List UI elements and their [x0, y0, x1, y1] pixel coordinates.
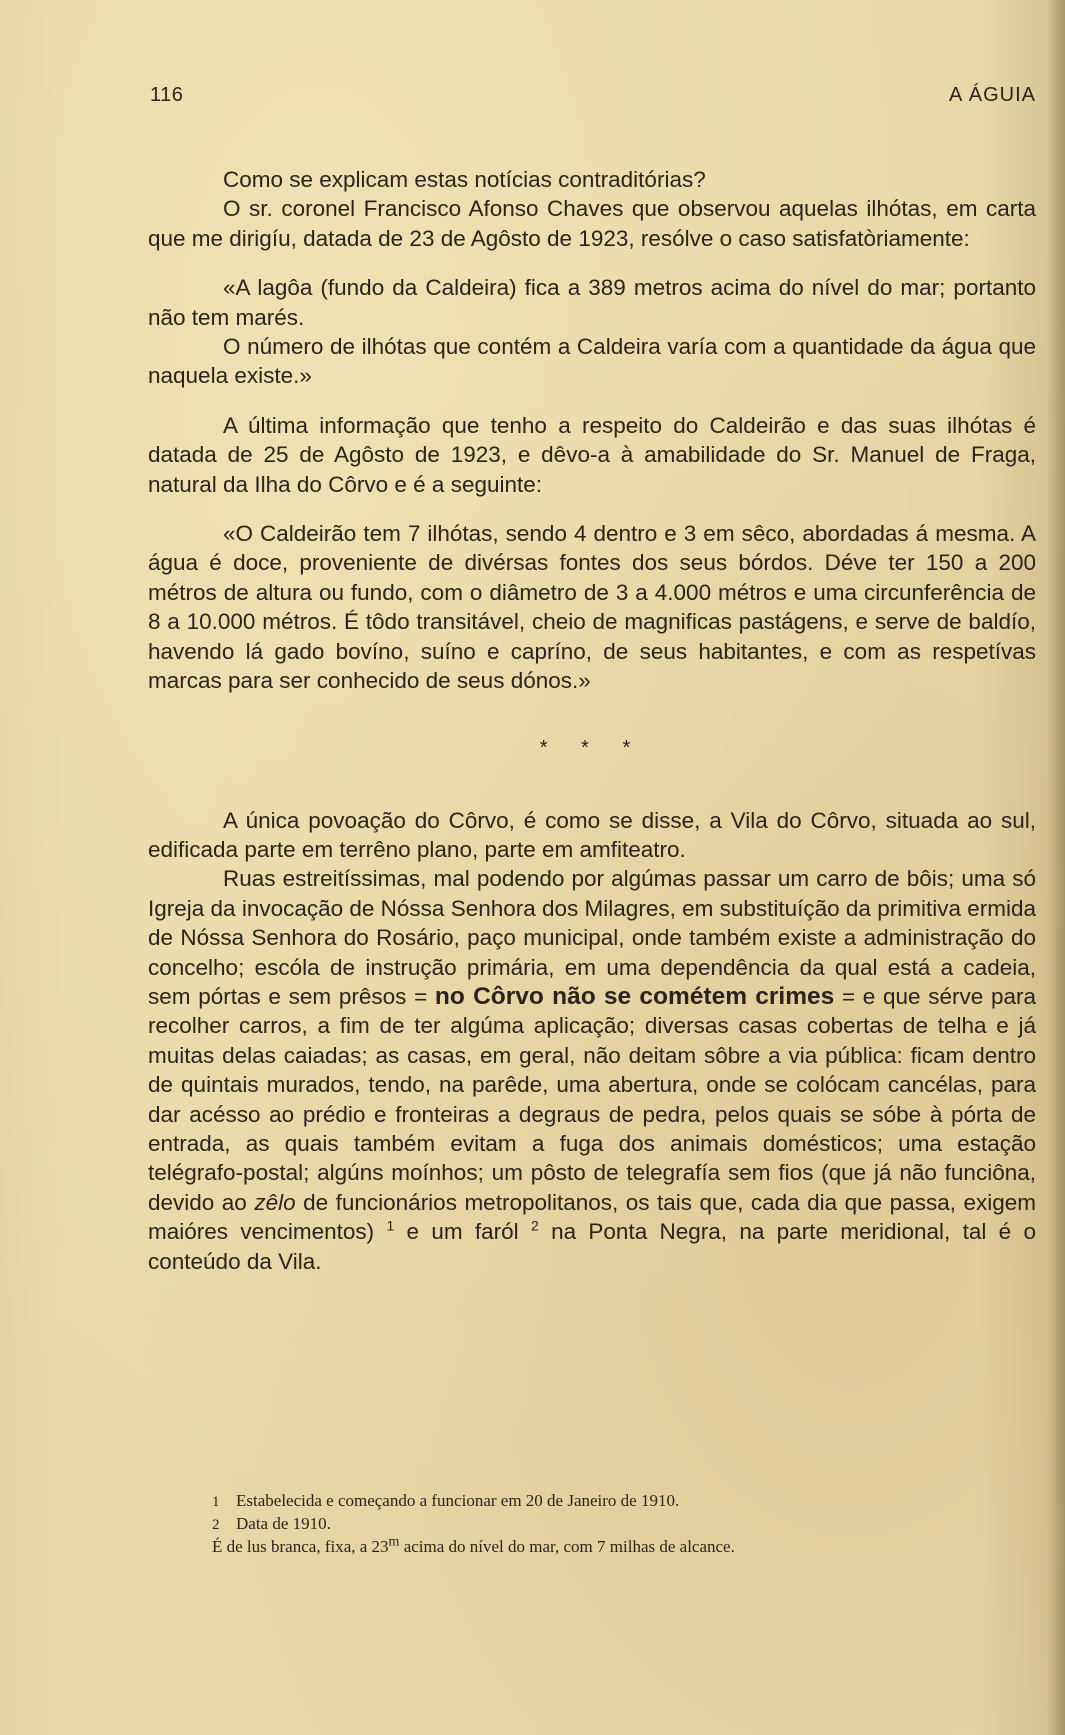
footnotes [212, 1490, 1012, 1558]
ruas-text-b: = e que sérve para recolher carros, a fim de ter algúma aplicação; diversas casas cobertas de telha e já muitas delas caiadas; as casas, em geral, não deitam sôbre a via pública: ficam dentro de quintais murados, tendo, na parêde, uma abertura, onde se colócam cancélas, para dar acésso ao prédio e fronteiras a degraus de pedra, pelos quais se sóbe à pórta de entrada, as quais também evitam a fuga dos animais domésticos; uma estação telégrafo-postal; algúns moínhos; um pôsto de telegrafía sem fios (que já não funciôna, devido ao [148, 983, 1036, 1215]
paragraph-fraga: A última informação que tenho a respeito do Caldeirão e das suas ilhótas é datada de 25 de Agôsto de 1923, e dêvo-a à amabilidade do Sr. Manuel de Fraga, natural da Ilha do Côrvo e é a seguinte: [148, 412, 1036, 497]
main-text [148, 165, 1036, 1276]
ruas-text-e: na Ponta Negra, na parte meridional, tal é o conteúdo da Vila. [148, 1219, 1036, 1274]
running-title: A ÁGUIA [948, 84, 1036, 106]
page-edge-shadow [1047, 0, 1065, 1735]
paragraph-ruas [148, 864, 1036, 1276]
footnote-ref-2: 2 [530, 1217, 539, 1234]
footnote-2-continuation [212, 1536, 1012, 1558]
emphasis-no-crimes: no Côrvo não se cométem crimes [434, 982, 835, 1010]
footnote-2-text: Data de 1910. [236, 1514, 331, 1533]
footnote-2-mark: 2 [212, 1517, 220, 1533]
quote-chaves-part2: O número de ilhótas que contém a Caldeira varía com a quantidade da água que naquela existe.» [148, 334, 1036, 389]
footnote-ref-1: 1 [386, 1217, 395, 1234]
quote-chaves-part1: «A lagôa (fundo da Caldeira) fica a 389 metros acima do nível do mar; portanto não tem marés. [148, 275, 1036, 330]
footnote-2-extra-b: acima do nível do mar, com 7 milhas de alcance. [399, 1537, 735, 1556]
italic-zelo: zêlo [254, 1189, 296, 1215]
footnote-2 [212, 1513, 1012, 1536]
quote-fraga: «O Caldeirão tem 7 ilhótas, sendo 4 dentro e 3 em sêco, abordadas á mesma. A água é doce, proveniente de divérsas fontes dos seus bórdos. Déve ter 150 a 200 métros de altura ou fundo, com o diâmetro de 3 a 4.000 métros e uma circunferência de 8 a 10.000 métros. É tôdo transitável, cheio de magnificas pastágens, e serve de baldío, havendo lá gado bovíno, suíno e capríno, de seus habitantes, e com as respetívas marcas para ser conhecido de seus dónos.» [148, 521, 1036, 694]
section-separator: * * * [539, 736, 645, 759]
paragraph-chaves: O sr. coronel Francisco Afonso Chaves que observou aquelas ilhótas, em carta que me dirigíu, datada de 23 de Agôsto de 1923, resólve o caso satisfatòriamente: [148, 196, 1036, 251]
footnote-2-extra-a: É de lus branca, fixa, a 23 [212, 1537, 389, 1556]
paragraph-question: Como se explicam estas notícias contraditórias? [223, 167, 706, 192]
footnote-1 [212, 1490, 1012, 1513]
footnote-1-text: Estabelecida e começando a funcionar em 20 de Janeiro de 1910. [236, 1491, 680, 1510]
ruas-text-d: e um faról [394, 1219, 531, 1245]
page-header [150, 84, 1036, 114]
ruas-text-c: de funcionários metropolitanos, os tais que, cada dia que passa, exigem maióres vencimentos) [148, 1189, 1036, 1245]
footnote-2-extra-sup: m [388, 1534, 400, 1550]
ruas-text-a: Ruas estreitíssimas, mal podendo por algúmas passar um carro de bôis; uma só Igreja da invocação de Nóssa Senhora dos Milagres, em substituíção da primitiva ermida de Nóssa Senhora do Rosário, paço municipal, onde também existe a administração do concelho; escóla de instrução primária, em uma dependência da qual está a cadeia, sem pórtas e sem prêsos = [148, 866, 1036, 1009]
paragraph-vila: A única povoação do Côrvo, é como se disse, a Vila do Côrvo, situada ao sul, edificada parte em terrêno plano, parte em amfiteatro. [148, 807, 1036, 862]
page-number: 116 [150, 84, 184, 106]
footnote-1-mark: 1 [212, 1494, 220, 1510]
